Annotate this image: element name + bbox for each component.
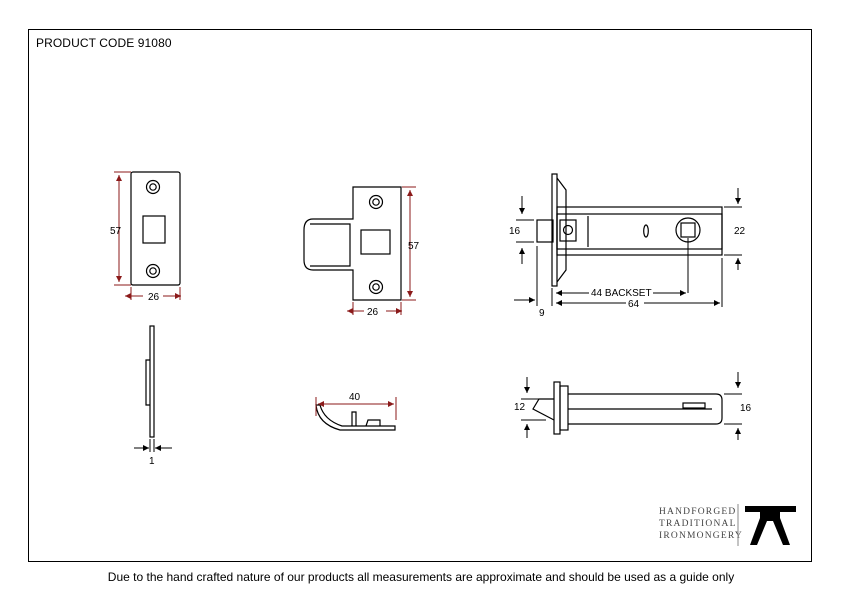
screw-hole-bottom [147, 265, 160, 278]
tubular-latch-top [533, 382, 722, 434]
latch-body-height-label: 22 [734, 226, 746, 237]
strike-plate-front [131, 172, 180, 285]
top-collar [560, 386, 568, 430]
plate-edge-body [150, 326, 154, 437]
screw-hole-top-inner [150, 184, 156, 190]
screw-hole-top [147, 181, 160, 194]
keep-width-label: 26 [367, 307, 379, 318]
screw-hole-bottom-inner [150, 268, 156, 274]
logo-line-3: IRONMONGERY [659, 531, 743, 541]
tubular-latch-side [537, 174, 722, 286]
keep-outline [304, 187, 401, 300]
latch-face-height-label: 16 [509, 226, 521, 237]
keep-edge-tab [352, 412, 356, 426]
keep-lip-length-label: 40 [349, 392, 361, 403]
bolt-projection-label: 9 [539, 308, 545, 319]
strike-width-label: 26 [148, 292, 160, 303]
keep-edge [316, 405, 395, 430]
bolt-side-height-label: 12 [514, 402, 526, 413]
latch-case-inner [557, 214, 722, 249]
latch-length-label: 64 [628, 299, 640, 310]
case-side-height-label: 16 [740, 403, 752, 414]
disclaimer: Due to the hand crafted nature of our products all measurements are approximate and should be used as a guide only [107, 570, 735, 584]
latch-small-window [560, 220, 576, 241]
top-slot [683, 403, 705, 408]
keep-screw-bottom [370, 281, 383, 294]
keep-opening [361, 230, 390, 254]
keep-edge-step [366, 420, 380, 426]
logo-line-2: TRADITIONAL [659, 519, 737, 529]
latch-slot [644, 225, 649, 237]
latch-bolt [537, 220, 553, 242]
keep-screw-top [370, 196, 383, 209]
strike-plate-edge [146, 326, 154, 437]
brand-logo [659, 504, 796, 546]
top-forend [554, 382, 560, 434]
spindle-square [681, 223, 695, 237]
keep-lip-inner [310, 224, 350, 266]
latch-forend-bevel [557, 178, 566, 282]
top-bolt [533, 399, 554, 420]
backset-label: 44 BACKSET [591, 288, 652, 299]
strike-latch-opening [143, 216, 165, 243]
keep-height-label: 57 [408, 241, 420, 252]
product-code: PRODUCT CODE 91080 [36, 36, 172, 50]
plate-edge-lip [146, 360, 150, 405]
keep-plate [304, 187, 401, 300]
plate-thickness-dim [134, 439, 172, 452]
strike-height-label: 57 [110, 226, 122, 237]
anvil-icon [745, 506, 796, 545]
logo-line-1: HANDFORGED [659, 507, 737, 517]
plate-thickness-label: 1 [149, 456, 155, 467]
